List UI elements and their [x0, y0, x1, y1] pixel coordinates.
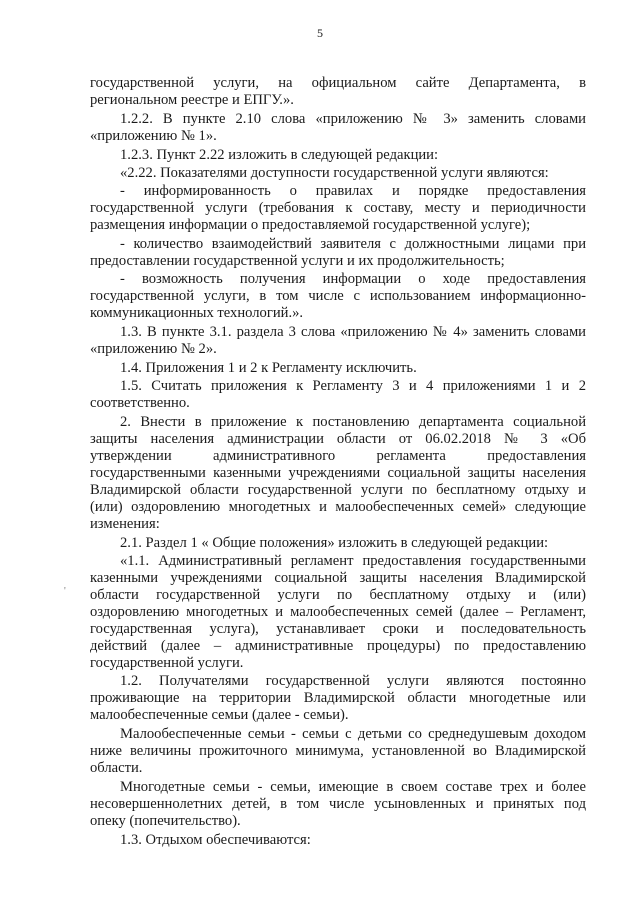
text-line: области государственной услуги по бесплатному отдыху и (или) [90, 587, 586, 603]
text-line: ниже величины прожиточного минимума, установленной во Владимирской [90, 743, 586, 759]
text-line: государственными казенными учреждениями социальной защиты населения [90, 465, 586, 481]
text-line: Владимирской области государственной услуги по бесплатному отдыху и [90, 482, 586, 498]
text-line: утверждении административного регламента предоставления [90, 448, 586, 464]
text-line: 1.3. В пункте 3.1. раздела 3 слова «приложению № 4» заменить словами [120, 324, 586, 340]
text-line: 1.5. Считать приложения к Регламенту 3 и 4 приложениями 1 и 2 [120, 378, 586, 394]
text-line: несовершеннолетних детей, в том числе усыновленных и принятых под [90, 796, 586, 812]
margin-mark: ' [64, 586, 66, 597]
text-line: проживающие на территории Владимирской области многодетные или [90, 690, 586, 706]
text-line: «2.22. Показателями доступности государственной услуги являются: [120, 165, 549, 181]
text-line: (или) оздоровлению многодетных и малообеспеченных семей» следующие [90, 499, 586, 515]
text-line: государственной услуги, на официальном сайте Департамента, в [90, 75, 586, 91]
text-line: защиты населения администрации области от 06.02.2018 № 3 «Об [90, 431, 586, 447]
text-line: - возможность получения информации о ходе предоставления [120, 271, 586, 287]
text-line: малообеспеченные семьи (далее - семьи). [90, 707, 349, 723]
text-line: оздоровлению многодетных и малообеспеченных семей (далее – Регламент, [90, 604, 586, 620]
text-line: - информированность о правилах и порядке предоставления [120, 183, 586, 199]
text-line: предоставлении государственной услуги и их продолжительность; [90, 253, 505, 269]
text-line: опеку (попечительство). [90, 813, 241, 829]
text-line: действий (далее – административные процедуры) по предоставлению [90, 638, 586, 654]
text-line: государственной услуги (требования к составу, месту и периодичности [90, 200, 586, 216]
page-number: 5 [317, 26, 323, 40]
text-line: области. [90, 760, 143, 776]
text-line: 1.2.2. В пункте 2.10 слова «приложению № 3» заменить словами [120, 111, 586, 127]
text-line: изменения: [90, 516, 160, 532]
text-line: 2. Внести в приложение к постановлению департамента социальной [120, 414, 586, 430]
text-line: 1.2. Получателями государственной услуги являются постоянно [120, 673, 586, 689]
text-line: размещения информации о предоставляемой государственной услуге); [90, 217, 531, 233]
text-line: государственная услуга), устанавливает сроки и последовательность [90, 621, 586, 637]
text-line: «приложению № 2». [90, 341, 217, 357]
text-line: «1.1. Административный регламент предоставления государственными [120, 553, 586, 569]
text-line: Малообеспеченные семьи - семьи с детьми со среднедушевым доходом [120, 726, 586, 742]
text-line: соответственно. [90, 395, 190, 411]
text-line: государственной услуги, в том числе с использованием информационно- [90, 288, 586, 304]
text-line: 1.4. Приложения 1 и 2 к Регламенту исключить. [120, 360, 417, 376]
text-line: региональном реестре и ЕПГУ.». [90, 92, 294, 108]
text-line: «приложению № 1». [90, 128, 217, 144]
text-line: 2.1. Раздел 1 « Общие положения» изложить в следующей редакции: [120, 535, 549, 551]
text-line: - количество взаимодействий заявителя с должностными лицами при [120, 236, 586, 252]
text-line: коммуникационных технологий.». [90, 305, 304, 321]
text-line: 1.2.3. Пункт 2.22 изложить в следующей редакции: [120, 147, 439, 163]
text-line: 1.3. Отдыхом обеспечиваются: [120, 832, 311, 848]
text-line: казенными учреждениями социальной защиты населения Владимирской [90, 570, 586, 586]
text-line: государственной услуги. [90, 655, 244, 671]
text-line: Многодетные семьи - семьи, имеющие в своем составе трех и более [120, 779, 586, 795]
